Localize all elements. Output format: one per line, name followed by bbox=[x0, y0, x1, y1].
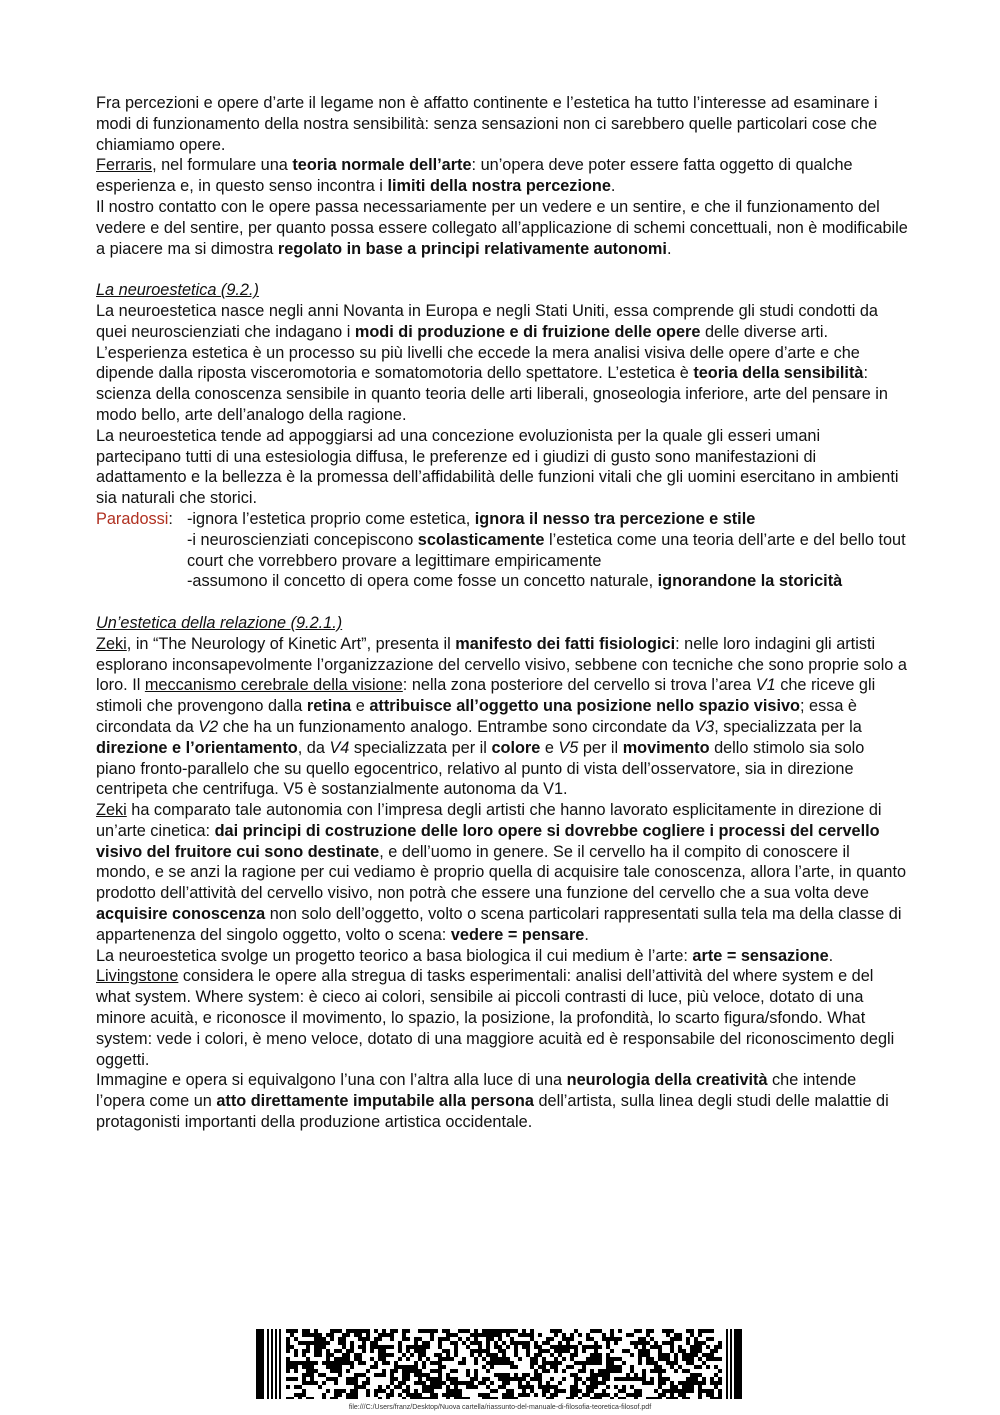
text-run: manifesto dei fatti fisiologici bbox=[455, 634, 676, 653]
section-heading: La neuroestetica (9.2.) bbox=[96, 281, 259, 300]
text-run: L’esperienza estetica è un processo su più livelli che eccede la mera analisi visiva delle opere d’arte e che dipende dalla riposta visceromotoria e somatomotoria dello spettatore. L’estetica è bbox=[96, 343, 860, 383]
text-run: . bbox=[666, 239, 672, 258]
paradossi-label-wrap bbox=[96, 509, 187, 592]
text-run: Fra percezioni e opere d’arte il legame non è affatto continente e l’estetica ha tutto l’interesse ad esaminare i modi di funzionamento della nostra sensibilità: senza sensazioni non ci sarebbero quelle particolari cose che chiamiamo opere. bbox=[96, 94, 878, 154]
text-run: che riceve gli stimoli che provengono dalla bbox=[96, 676, 876, 716]
text-run: colore bbox=[491, 738, 541, 757]
text-run: vedere = pensare bbox=[450, 925, 585, 944]
text-run: . bbox=[828, 946, 834, 965]
text-run: ; essa è circondata da bbox=[96, 697, 857, 736]
paragraph bbox=[96, 343, 908, 426]
text-run: ha comparato tale autonomia con l’impresa degli artisti che hanno lavorato esplicitamente in direzione di un’arte cinetica: bbox=[96, 801, 882, 840]
text-run: dai principi di costruzione delle loro opere si dovrebbe cogliere i processi del cervello visivo del fruitore cui sono destinate bbox=[96, 821, 880, 861]
text-run: La neuroestetica svolge un progetto teorico a basa biologica il cui medium è l’arte: bbox=[96, 946, 693, 965]
paradox-item bbox=[187, 530, 908, 572]
text-run: limiti della nostra percezione bbox=[387, 177, 611, 196]
text-run: delle diverse arti. bbox=[700, 322, 829, 341]
paragraph bbox=[96, 800, 908, 946]
text-run: direzione e l’orientamento bbox=[96, 738, 298, 757]
text-run: . bbox=[584, 925, 589, 944]
text-run: , specializzata per la bbox=[714, 717, 862, 736]
text-run: considera le opere alla stregua di tasks esperimentali: analisi dell’attività del where system e del what system. Where system: è cieco ai colori, sensibile ai piccoli contrasti di luce, più veloce, dotato di una minore acuità, e riconosce il movimento, lo spazio, la posizione, la profondità, lo scarto figura/sfondo. What system: vede i colori, è meno veloce, dotato di una maggiore acuità ed è responsabile del riconoscimento degli oggetti. bbox=[96, 967, 895, 1069]
text-run: , da bbox=[297, 738, 330, 757]
paragraph bbox=[96, 966, 908, 1070]
text-run: neurologia della creatività bbox=[566, 1071, 768, 1090]
text-run: movimento bbox=[622, 738, 710, 757]
paragraph bbox=[96, 301, 908, 343]
text-run: Zeki bbox=[96, 801, 127, 820]
text-run: e bbox=[540, 738, 559, 757]
text-run: -ignora l’estetica proprio come estetica, bbox=[187, 509, 475, 528]
text-run: , nel formulare una bbox=[152, 156, 293, 175]
text-run: dello stimolo sia solo piano fronto-parallelo che su quello egocentrico, relativo al punto di vista dell’osservatore, sia in direzione centripeta che centrifuga. V5 è sostanzialmente autonoma da V1. bbox=[96, 738, 865, 799]
text-run: specializzata per il bbox=[349, 738, 492, 757]
section-heading: Un’estetica della relazione (9.2.1.) bbox=[96, 613, 343, 632]
text-run: scolasticamente bbox=[417, 530, 545, 549]
text-run: meccanismo cerebrale della visione bbox=[144, 676, 403, 695]
text-run: : nella zona posteriore del cervello si trova l’area bbox=[402, 676, 756, 695]
text-run: : un’opera deve poter essere fatta oggetto di qualche esperienza e, in questo senso incontra i bbox=[96, 156, 853, 196]
text-run: Zeki bbox=[96, 634, 127, 653]
paragraph bbox=[96, 93, 908, 155]
text-run: attribuisce all’oggetto una posizione nello spazio visivo bbox=[369, 697, 800, 716]
text-run: retina bbox=[306, 697, 352, 716]
paragraph bbox=[96, 634, 908, 800]
document-page bbox=[96, 93, 908, 1133]
file-path-footer: file:///C:/Users/franz/Desktop/Nuova cartella/riassunto-del-manuale-di-filosofia-teoretica-filosof.pdf bbox=[348, 1404, 652, 1411]
text-run: La neuroestetica nasce negli anni Novanta in Europa e negli Stati Uniti, essa comprende gli studi condotti da quei neuroscienziati che indagano i bbox=[96, 301, 878, 341]
text-run: -assumono il concetto di opera come fosse un concetto naturale, bbox=[187, 572, 658, 591]
text-run: acquisire conoscenza bbox=[96, 905, 266, 924]
paragraph bbox=[96, 197, 908, 259]
paradossi-block bbox=[96, 509, 908, 592]
text-run: V1 bbox=[755, 676, 776, 695]
text-run: , in “The Neurology of Kinetic Art”, presenta il bbox=[126, 634, 456, 653]
paradossi-colon: : bbox=[168, 509, 173, 528]
text-run: Immagine e opera si equivalgono l’una con l’altra alla luce di una bbox=[96, 1071, 567, 1090]
paradox-item bbox=[187, 509, 908, 530]
barcode-image bbox=[256, 1329, 742, 1399]
text-run: : scienza della conoscenza sensibile in quanto teoria delle arti liberali, gnoseologia inferiore, arte del pensare in modo bello, arte dell’analogo della ragione. bbox=[96, 364, 888, 424]
text-run: Ferraris bbox=[96, 156, 153, 175]
paragraph bbox=[96, 155, 908, 197]
text-run: modi di produzione e di fruizione delle opere bbox=[354, 322, 701, 341]
text-run: e bbox=[351, 697, 370, 716]
text-run: atto direttamente imputabile alla persona bbox=[216, 1092, 534, 1111]
text-run: La neuroestetica tende ad appoggiarsi ad una concezione evoluzionista per la quale gli esseri umani partecipano tutti di una estesiologia diffusa, le preferenze ed i giudizi di gusto sono manifestazioni di adattamento e la bellezza è la promessa dell’affidabilità delle funzioni vitali che gli uomini esercitano in ambienti sia naturali che storici. bbox=[96, 426, 899, 508]
text-run: V4 bbox=[329, 738, 350, 757]
text-run: ignorandone la storicità bbox=[657, 572, 843, 591]
text-run: ignora il nesso tra percezione e stile bbox=[474, 509, 756, 528]
text-run: : nelle loro indagini gli artisti esplorano inconsapevolmente l’organizzazione del cervello visivo, sebbene con tecniche che sono proprie solo a loro. Il bbox=[96, 634, 907, 695]
text-run: , e dell’uomo in genere. Se il cervello ha il compito di conoscere il mondo, e se anzi la ragione per cui vediamo è proprio quella di acquisire tale conoscenza, allora l’arte, in quanto prodotto dell’attività del cervello visivo, non potrà che essere una funzione del cervello che a sua volta deve bbox=[96, 842, 907, 903]
text-run: . bbox=[610, 177, 616, 196]
text-run: l’estetica come una teoria dell’arte e del bello tout court che vorrebbero provare a legittimare empiricamente bbox=[187, 530, 906, 570]
text-run: per il bbox=[578, 738, 623, 757]
text-run: V3 bbox=[694, 717, 715, 736]
text-run: V5 bbox=[558, 738, 579, 757]
paradossi-label: Paradossi bbox=[96, 509, 169, 528]
text-run: teoria della sensibilità bbox=[693, 364, 864, 383]
paragraph bbox=[96, 946, 908, 967]
text-run: non solo dell’oggetto, volto o scena particolari rappresentati sulla tela ma della classe di appartenenza del singolo oggetto, volto o scena: bbox=[96, 905, 902, 944]
paragraph bbox=[96, 1070, 908, 1132]
text-run: V2 bbox=[198, 717, 219, 736]
text-run: che ha un funzionamento analogo. Entrambe sono circondate da bbox=[218, 717, 695, 736]
paradox-item bbox=[187, 571, 908, 592]
text-run: Il nostro contatto con le opere passa necessariamente per un vedere e un sentire, e che il funzionamento del vedere e del sentire, per quanto possa essere collegato all’applicazione di schemi concettuali, non è modificabile a piacere ma si dimostra bbox=[96, 197, 908, 258]
paradossi-list bbox=[187, 509, 908, 592]
text-run: Livingstone bbox=[96, 967, 179, 986]
text-run: arte = sensazione bbox=[692, 946, 829, 965]
text-run: regolato in base a principi relativamente autonomi bbox=[277, 239, 667, 258]
paragraph bbox=[96, 426, 908, 509]
text-run: che intende l’opera come un bbox=[96, 1071, 857, 1111]
text-run: -i neuroscienziati concepiscono bbox=[187, 530, 418, 549]
text-run: teoria normale dell’arte bbox=[292, 156, 472, 175]
text-run: dell’artista, sulla linea degli studi delle malattie di protagonisti importanti della produzione artistica occidentale. bbox=[96, 1092, 889, 1132]
